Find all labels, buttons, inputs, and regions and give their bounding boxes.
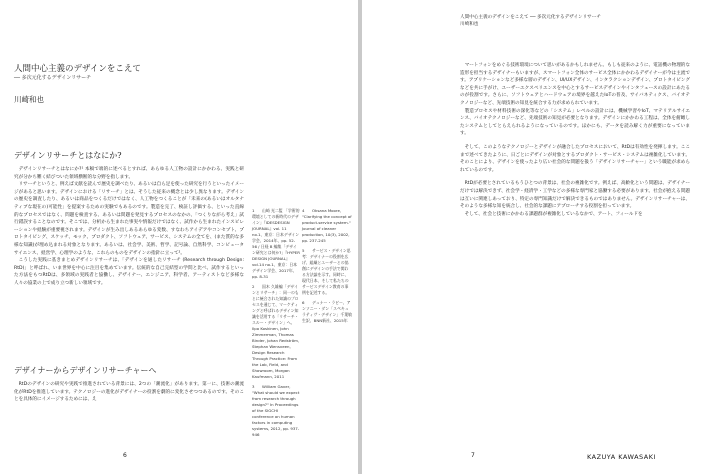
footnotes-column-2 [302,208,352,324]
section-2-body [14,381,244,411]
footnotes-column-1 [252,208,300,438]
footnote: 2 国木 久雄編「デザインとリサーチ」：同一のもとに統合された知識のプロセスを通じて、マーケティングと呼ばれるデザイン知識を活用する「リサーチ・スルー・デザイン」へ。Ilpo Koskinen, John Zimmerman, Thomas Binder, Johan Redström, Stephan Wensveen, Design Research Through Practice: From the Lab, Field, and Showroom, Morgan Kaufmann, 2011 [252,284,300,379]
running-head: 人間中心主義のデザインをこえて ── 多次元化するデザインリサーチ 川崎和也 [460,15,601,27]
article-author: 川崎和也 [14,95,44,104]
paragraph: デザインリサーチとはなにか?¹ 本稿で端的に述べるとすれば、あらゆる人工物の設計にかかわる、実践と研究が分かち難く結びついた領域横断的な分野を指します。 [14,167,244,180]
footnote: 1 山崎 光二監 「学術的環境としての新時代のデザイン」『IDESDESIGN JOURNAL』vol. 11 no.1、東京：日本デザイン学会、2014年、pp. 52-56 / 日経 B 編集「デザイン研究とは何か?」『HYPER DESIGN JOURNAL』vol.14 no.1、東京：日本デザイン学会、2017年、pp. 8-31 [252,208,300,279]
author-footer: KAZUYA KAWASAKI [587,453,656,461]
footnote: 6 デュナー・ラビー、アンソニー・ダン「スペキュラティヴ・デザイン」千葉敏生訳、BNN新社、2015年 [302,300,352,323]
footnote: 3 William Gaver, "What should we expect from research through design?" In Proceedings of the SIGCHI conference on human factors in computing systems, 2012, pp. 937-946 [252,384,300,437]
right-page [362,0,720,474]
article-title: 人間中心主義のデザインをこえて [14,64,141,74]
paragraph: そして、社会と技術にかかわる課題群が複雑化しているなかで、アート、フィールドを [464,211,643,217]
page-number: 7 [471,452,475,459]
right-body [460,62,690,432]
paragraph: こうした実践に基きまとめデザインリサーチは、「デザインを通したリサーチ (Research through Design: RtD)」と呼ばれ、いま世界を中心に注目を集めています。伝統的な自己完結型の学問と比べ、試作するといった方法をもつRtDは、多領域の実践者と協働し、デザイナー、エンジニア、科学者、アーティストなど多様な人々の協業の上で成り立つ新しい領域です。 [14,258,244,286]
paragraph: そして、このようなテクノロジーとデザインが融合したプロセスにおいて、RtDは有効性を発揮します。ここまで述べてきたように、日ごとにデザインが対象とするプロダクト・サービス・システムは複雑化しています。そのことにより、デザインを使ったより広い社会的な問題を扱う「デザインリサーチャー」という職能が求められているのです。 [460,144,690,173]
paragraph: 製造プロセスや材料技術の深化等などの「システム」レベルの設計には、機械学習やIoT、マテリアルサイエンス、バイオテクノロジーなど、先端技術の知見が必要となります。デザインにかかわる工程は、全体を俯瞰したシステムとしてとらえられるようになっているのです。ほかにも、データを読み解く力が重要になっています。 [460,108,690,137]
paragraph: RtDのデザインの研究や実践で推進されている背景には、2つの「潮流化」があります。第一に、技術の潮流化がRtDを推進しています。テクノロジーの進化がデザイナーの役割を劇的に変化させつつあるのです。そのことを具体的にイメージするためには、え [14,382,244,403]
section-heading-1: デザインリサーチとはなにか? [14,151,122,160]
section-1-body [14,166,244,361]
footnote: 4 Oksana Moore, "Clarifying the concept of product-service system." Journal of cleaner production, 10(3), 2002, pp. 237-245 [302,208,352,243]
left-page [0,0,358,474]
section-heading-2: デザイナーからデザインリサーチャーへ [14,366,157,375]
paragraph: マートフォンをめぐる技術環境について思いがあるかもしれません。もしも従来のように、電話機の物理的な造形を担当するデザイナーもいますが、スマートフォン全体のサービス全体にかかわるデザイナーが今は主流です。アプリケーションなど多様な層のデザイン、UI/UXデザイン、インタラクションデザイン、プロトタイピングなどを共に手がけ、ユーザーエクスペリエンスを中心とするサービスデザインやインタフェースの設計にあたるのが役割です。さらに、ソフトウェアとハードウェアの境界を越えたIoTの普及、サイバネティクス、バイオテクノロジーなど、先端技術の知見を統合する力が求められています。 [460,63,690,106]
paragraph: リサーチというと、例えば文献を読んで歴史を調べたり、あるいは自ら足を使った研究を行うといったイメージがあると思います。デザインにおける「リサーチ」とは、そうした従来の概念とは少し異なります。デザインの歴史を調査したり、あるいは商品をつくるだけではなく、人工物をつくることが「未来の(あるいはオルタナティブな現在の)可能性」を提案するための実験でもあるのです。製造を完了、検証し評価する、といった直線的なプロセスではなく、問題を検査する、あるいは問題を発見するプロセスのなかの、「つくりながら考え」試行錯誤することなのです。そこでは、分析から生まれた事実や情報だけではなく、試作から生まれたインスピレーションや経験が重要視されます。デザインが生み出しあるあらゆる変数、すなわちアイデアやコンセプト、プロトタイピング、スケッチ、モック、プロダクト、ソフトウェア、サービス、システムの全てを、(また質的な多様な知識)が埋め込まれる対象となります。あるいは、社会学、美術、哲学、記号論、自然科学、コンピュータサイエンス、経営学、心理学のような、これらのものをデザインの指針に立って²。 [14,182,244,256]
page-number: 6 [123,452,127,459]
paragraph: RtDが必要とされているもうひとつの背景は、社会の複雑化です。例えば、高齢化という問題は、デザイナーだけでは解決できず、社会学・経済学・工学などの多様な専門家と協働する必要があります。社会が抱える問題は互いに関連しあっており、特定の専門知識だけで解決できるものではありません。デザインリサーチャーは、そのような多様な知を統合し、社会的な課題にアプローチする役割を担っています。 [460,181,690,210]
footnote: 5 サービス・デザイン思考：デザイナーの役割を広げ、組織とユーザーとの協創にデザインの手法で関わる方法論を示す。同時に、現代日本、そして私たちのサービスデザイン教育の事例を記述する。 [302,248,351,295]
article-subtitle: ── 多次元化するデザインリサーチ [14,75,92,81]
